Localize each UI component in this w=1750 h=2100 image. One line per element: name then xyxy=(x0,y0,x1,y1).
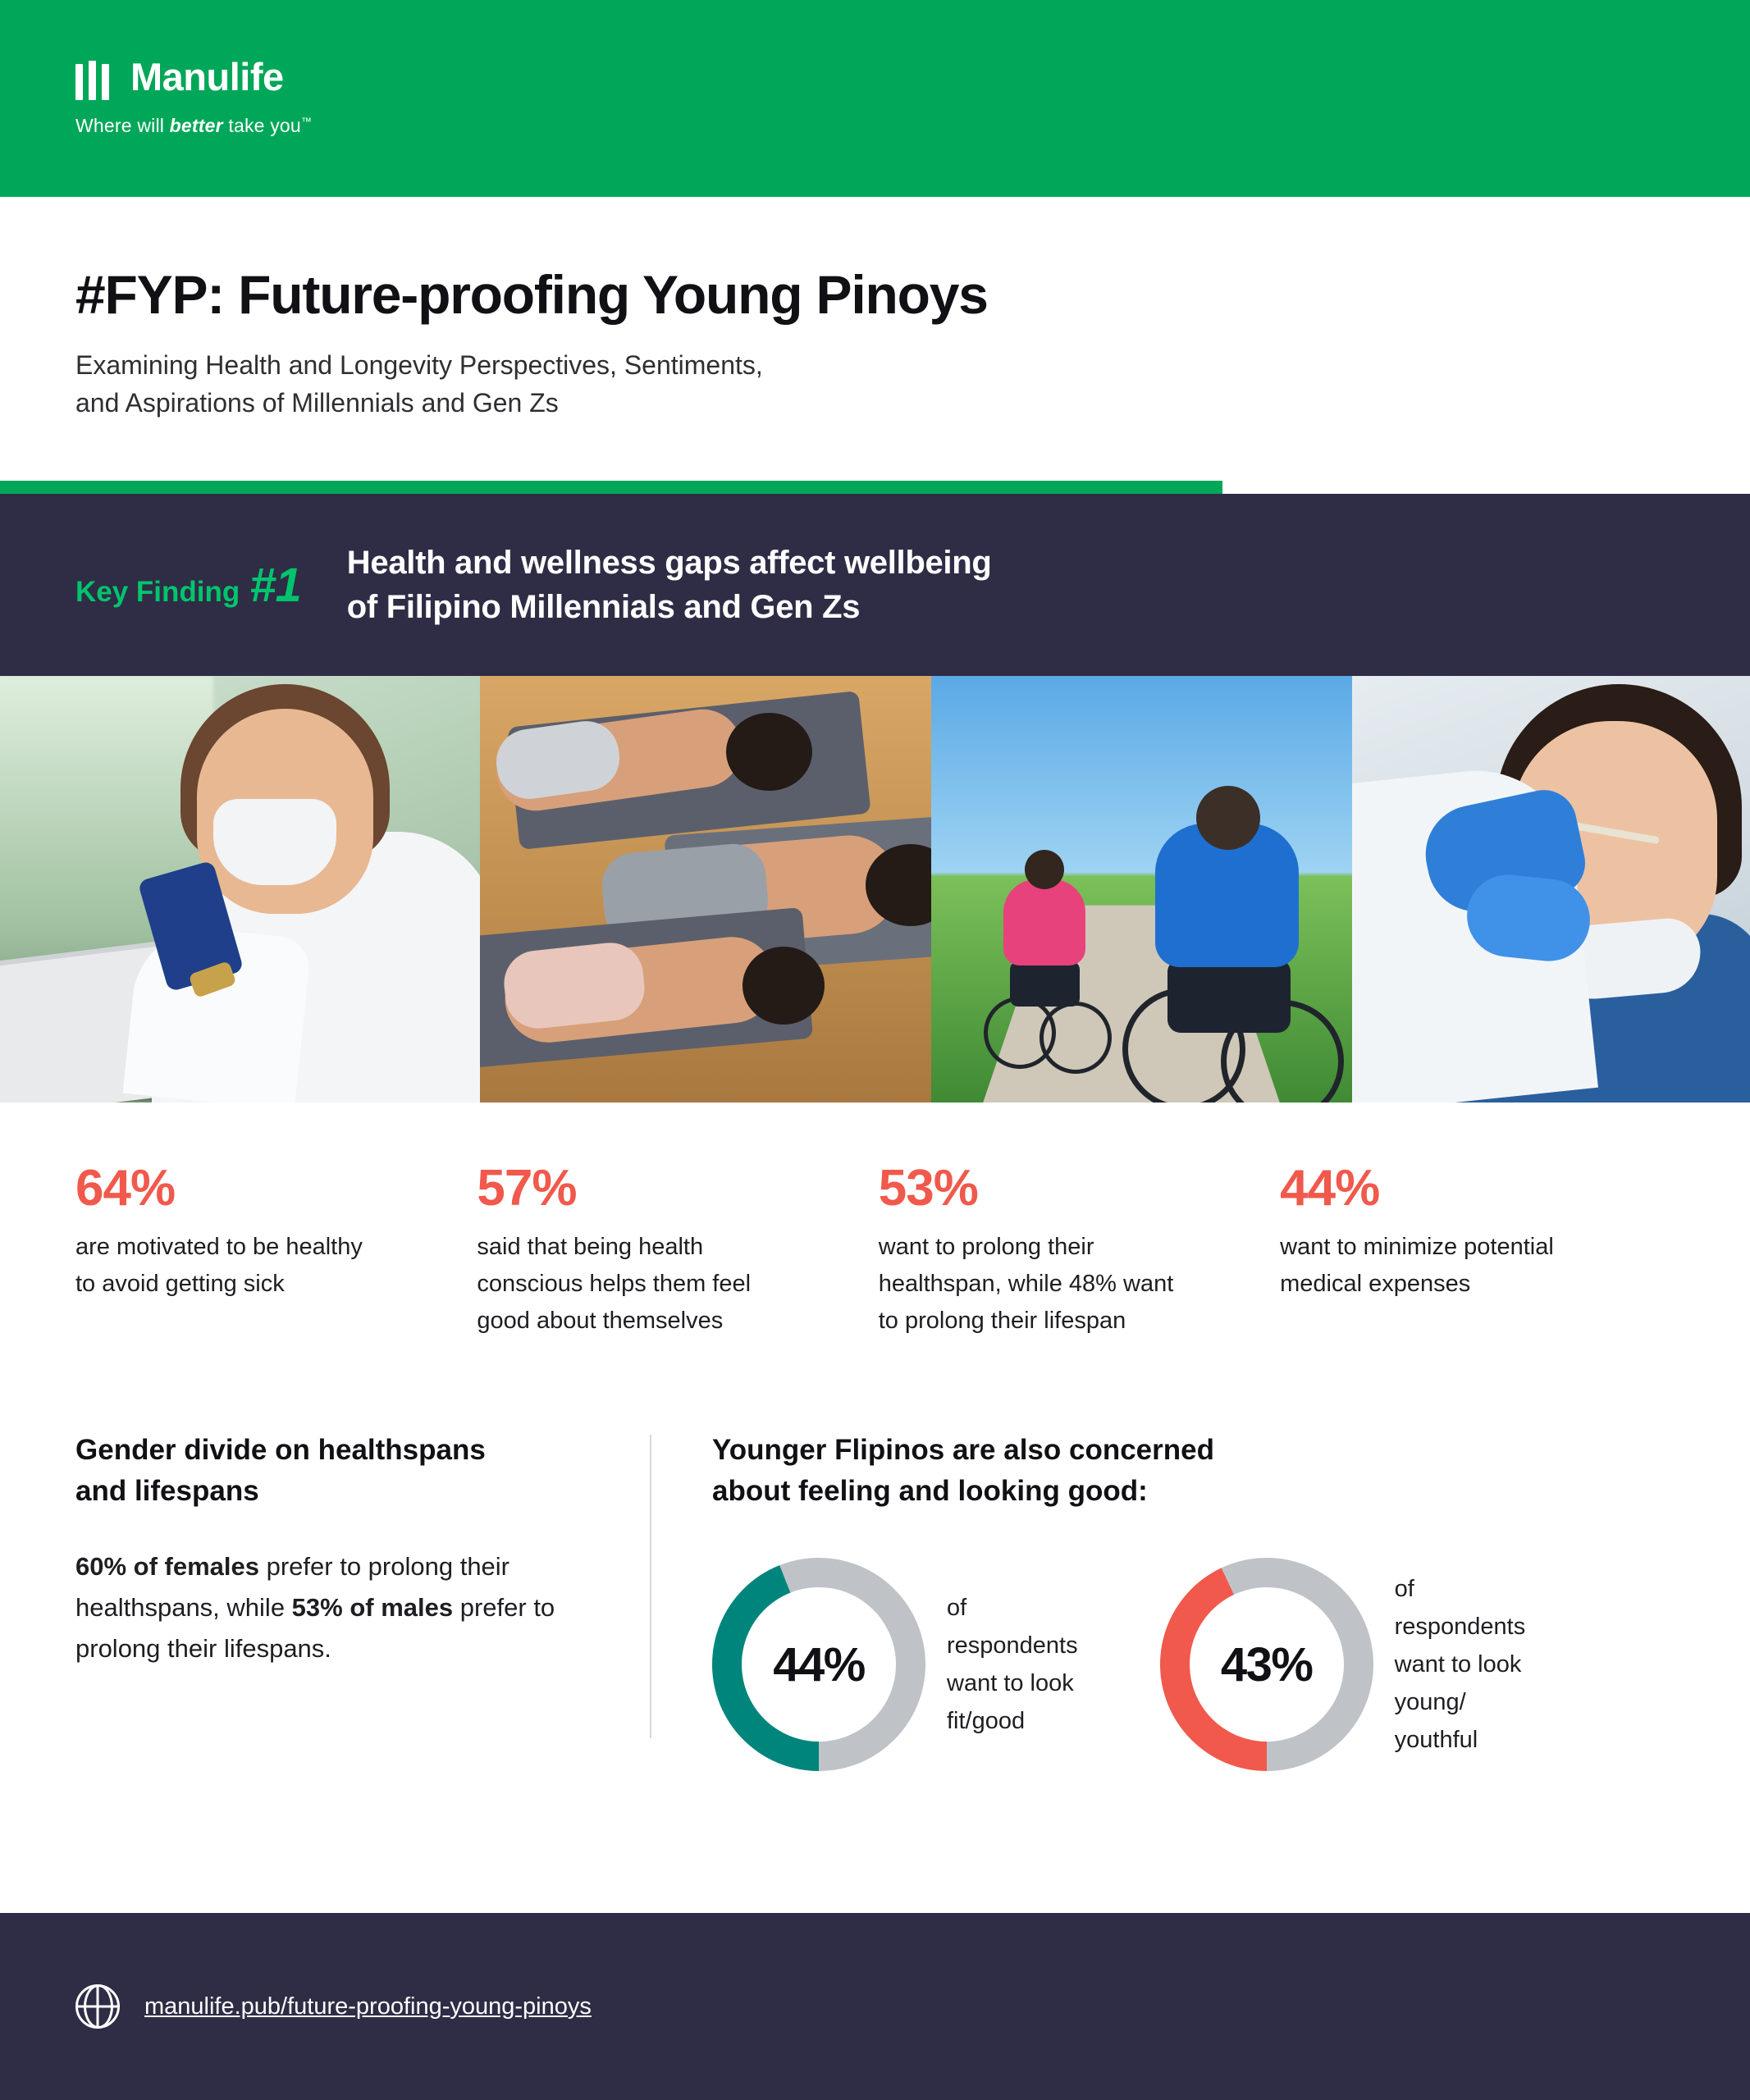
subtitle-line-1: Examining Health and Longevity Perspectives, Sentiments, xyxy=(75,350,763,380)
gender-divide-heading xyxy=(75,1430,592,1512)
donut-center xyxy=(742,1587,896,1742)
manulife-bars-icon xyxy=(75,61,109,100)
stat-description: said that being health conscious helps them feel good about themselves xyxy=(477,1234,752,1334)
subtitle-line-2: and Aspirations of Millennials and Gen Zs xyxy=(75,388,559,418)
key-finding-heading-line-2: of Filipino Millennials and Gen Zs xyxy=(346,589,861,625)
stat-item xyxy=(879,1160,1280,1340)
donut-group-fit-good xyxy=(712,1558,1078,1771)
concern-block xyxy=(651,1430,1675,1771)
key-finding-marker xyxy=(75,558,301,613)
tagline-pre: Where will xyxy=(75,115,170,136)
donut-value: 44% xyxy=(773,1637,865,1691)
donut-caption-young-youthful xyxy=(1395,1570,1526,1759)
concern-heading xyxy=(712,1430,1675,1512)
stat-item xyxy=(477,1160,878,1340)
donut-center xyxy=(1190,1587,1344,1742)
footer-link[interactable]: manulife.pub/future-proofing-young-pinoys xyxy=(144,1993,592,2020)
key-finding-heading xyxy=(347,541,992,629)
lower-section xyxy=(0,1340,1750,1771)
caption-line: youthful xyxy=(1394,1727,1478,1753)
title-block xyxy=(0,197,1750,422)
stat-value: 64% xyxy=(75,1160,176,1217)
photo-strip xyxy=(0,676,1750,1102)
tagline-post: take you xyxy=(222,115,301,136)
stat-value: 53% xyxy=(878,1160,978,1217)
donut-charts xyxy=(712,1558,1675,1771)
key-finding-number: #1 xyxy=(249,558,301,612)
caption-line: of xyxy=(947,1595,967,1621)
photo-swab-test xyxy=(1352,676,1750,1102)
caption-line: respondents xyxy=(1394,1614,1526,1640)
caption-line: young/ xyxy=(1394,1689,1466,1715)
caption-line: respondents xyxy=(947,1632,1078,1659)
gender-divide-heading-line-2: and lifespans xyxy=(75,1475,259,1507)
stat-item xyxy=(75,1160,477,1340)
globe-icon xyxy=(75,1984,120,2029)
stat-item xyxy=(1280,1160,1675,1340)
manulife-logo xyxy=(75,56,284,100)
concern-heading-line-2: about feeling and looking good: xyxy=(712,1475,1148,1507)
brand-tagline xyxy=(75,115,312,137)
caption-line: want to look xyxy=(947,1670,1074,1696)
green-divider xyxy=(0,481,1222,494)
donut-group-young-youthful xyxy=(1160,1558,1526,1771)
brand-header xyxy=(0,0,1750,197)
donut-chart-fit-good xyxy=(712,1558,925,1771)
gender-divide-block xyxy=(75,1430,650,1771)
photo-cyclists xyxy=(931,676,1352,1102)
caption-line: of xyxy=(1394,1576,1414,1602)
photo-woman-mask-phone xyxy=(0,676,480,1102)
caption-line: fit/good xyxy=(947,1708,1026,1734)
gender-stat-males: 53% of males xyxy=(291,1593,454,1622)
footer-bar xyxy=(0,1913,1750,2100)
stats-row xyxy=(0,1102,1750,1340)
donut-caption-fit-good xyxy=(947,1589,1078,1740)
stat-description: are motivated to be healthy to avoid getting sick xyxy=(75,1234,363,1297)
gender-divide-body xyxy=(75,1546,592,1669)
gender-divide-heading-line-1: Gender divide on healthspans xyxy=(75,1434,486,1466)
stat-description: want to prolong their healthspan, while 48% want to prolong their lifespan xyxy=(878,1234,1174,1334)
stat-value: 44% xyxy=(1280,1160,1380,1217)
brand-name: Manulife xyxy=(130,55,284,98)
gender-stat-females: 60% of females xyxy=(75,1552,259,1581)
concern-heading-line-1: Younger Flipinos are also concerned xyxy=(712,1434,1214,1466)
key-finding-label: Key Finding xyxy=(75,575,240,608)
page-title: #FYP: Future-proofing Young Pinoys xyxy=(75,264,988,325)
gender-text-mid: prefer to prolong their healthspans, while xyxy=(75,1552,510,1622)
donut-chart-young-youthful xyxy=(1160,1558,1373,1771)
stat-value: 57% xyxy=(477,1160,577,1217)
key-finding-band xyxy=(0,494,1750,676)
page-subtitle xyxy=(75,346,1101,422)
caption-line: want to look xyxy=(1394,1651,1522,1678)
donut-value: 43% xyxy=(1220,1637,1313,1691)
photo-yoga-stretching xyxy=(480,676,931,1102)
tagline-emphasis: better xyxy=(169,115,223,136)
key-finding-heading-line-1: Health and wellness gaps affect wellbeing xyxy=(346,545,992,581)
gender-text-end: prefer to prolong their lifespans. xyxy=(75,1593,555,1663)
stat-description: want to minimize potential medical expenses xyxy=(1280,1234,1554,1297)
trademark-symbol: ™ xyxy=(300,115,313,128)
